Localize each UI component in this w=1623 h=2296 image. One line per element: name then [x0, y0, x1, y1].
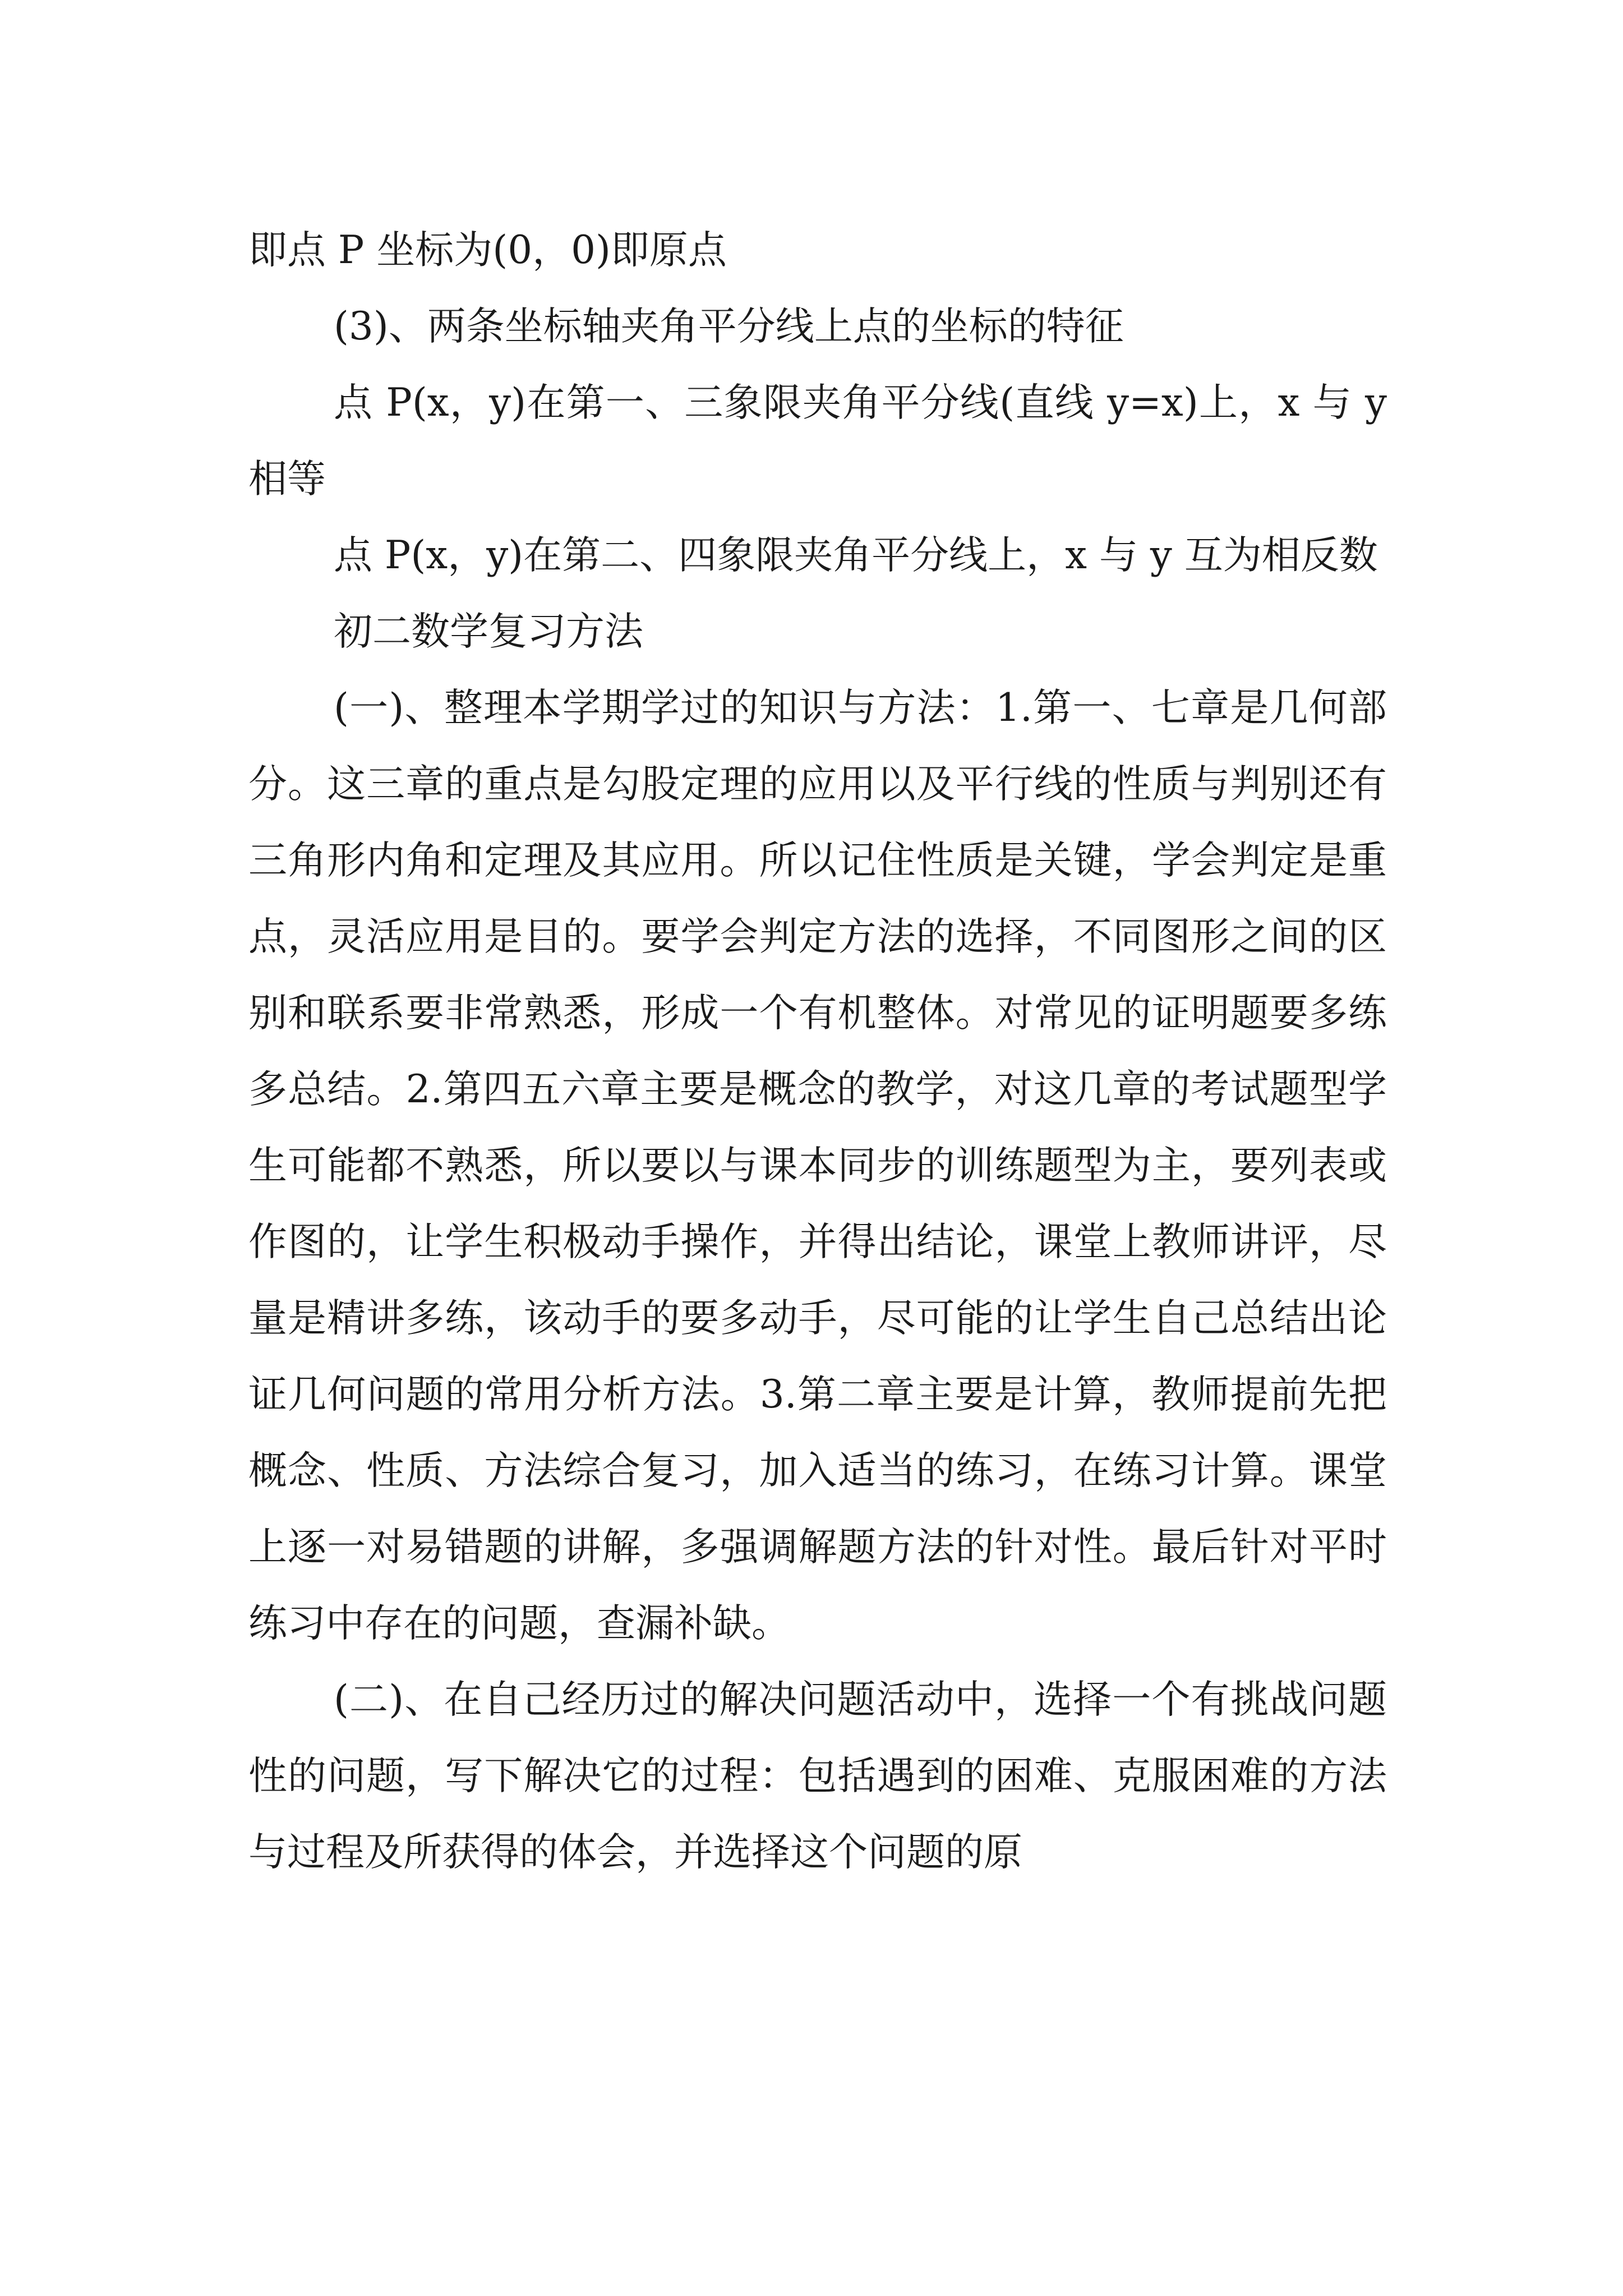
paragraph-second-fourth-quadrant: 点 P(x，y)在第二、四象限夹角平分线上，x 与 y 互为相反数	[334, 533, 1378, 578]
paragraph-review-part-two: (二)、在自己经历过的解决问题活动中，选择一个有挑战问题性的问题，写下解决它的过程：包括遇到的困难、克服困难的方法与过程及所获得的体会，并选择这个问题的原	[248, 1677, 1387, 1875]
paragraph-origin-point: 即点 P 坐标为(0，0)即原点	[248, 228, 727, 273]
paragraph-bisector-heading: (3)、两条坐标轴夹角平分线上点的坐标的特征	[334, 304, 1124, 349]
paragraph-review-part-one: (一)、整理本学期学过的知识与方法：1.第一、七章是几何部分。这三章的重点是勾股定理的应用以及平行线的性质与判别还有三角形内角和定理及其应用。所以记住性质是关键，学会判定是重点，灵活应用是目的。要学会判定方法的选择，不同图形之间的区别和联系要非常熟悉，形成一个有机整体。对常见的证明题要多练多总结。2.第四五六章主要是概念的教学，对这几章的考试题型学生可能都不熟悉，所以要以与课本同步的训练题型为主，要列表或作图的，让学生积极动手操作，并得出结论，课堂上教师讲评，尽量是精讲多练，该动手的要多动手，尽可能的让学生自己总结出论证几何问题的常用分析方法。3.第二章主要是计算，教师提前先把概念、性质、方法综合复习，加入适当的练习，在练习计算。课堂上逐一对易错题的讲解，多强调解题方法的针对性。最后针对平时练习中存在的问题，查漏补缺。	[248, 685, 1387, 1646]
section-heading-review-methods: 初二数学复习方法	[334, 609, 643, 654]
document-body	[248, 212, 1387, 1890]
paragraph-first-third-quadrant: 点 P(x，y)在第一、三象限夹角平分线(直线 y=x)上，x 与 y 相等	[248, 380, 1387, 501]
